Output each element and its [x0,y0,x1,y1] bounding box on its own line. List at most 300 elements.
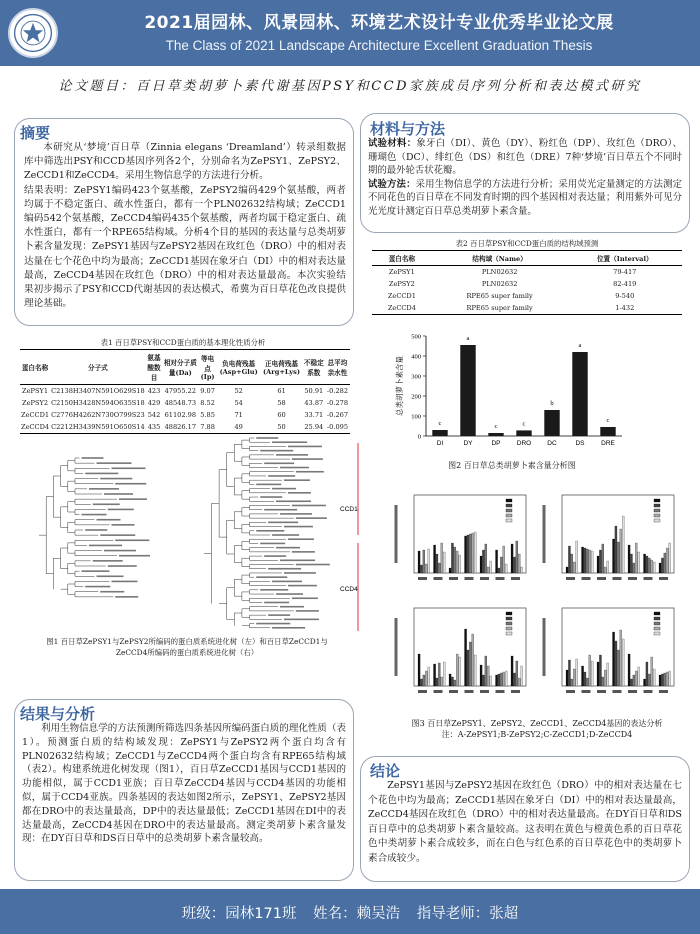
y-tick-label: 500 [411,333,421,341]
bar [544,410,559,436]
table2-header: 位置（Interval） [596,255,653,263]
expression-bar [589,655,591,686]
abstract-paragraph-2: 结果表明：ZePSY1编码423个氨基酸，ZePSY2编码429个氨基酸，两者均属于不稳定蛋白、疏水性蛋白，都有一个PLN02632结构域；ZeCCD1编码542个氨基酸，ZeCCD4编码435个氨基酸，两者均属于稳定蛋白、疏水性蛋白，都有一个RPE65结构域。分析4个目的基因的表达量与总类胡萝卜素含量发现：ZePSY1基因与ZePSY2基因在玫红色（DRO）中的相对表达量在七个花色中均为最高；ZeCCD1基因在象牙白（DI）中的相对表达量最高，ZeCCD4基因在玫红色（DRO）中的相对表达量最高。本次实验结果初步揭示了PSY和CCD代谢基因的表达模式，希冀为百日草花色改良提供理论基础。 [24,184,346,310]
tree-leaf-label [85,586,110,588]
tree-leaf-label [115,539,149,541]
table1-cell: 50.91 [304,387,324,395]
results-paragraph: 利用生物信息学的方法预测所筛选四条基因所编码蛋白质的理化性质（表1）。预测蛋白质的结构域发现：ZePSY1与ZePSY2两个蛋白均含有PLN02632结构域；ZeCCD1与ZeCCD4两个蛋白均含有RPE65结构域（表2）。构建系统进化树发现（图1），百日草ZeCCD1基因与CCD1基因的功能相似，属于CCD1亚族；百日草ZeCCD4基因与CCD4基因的功能相似，属于CCD4亚族。四条基因的表达如图2所示，ZePSY1、ZePSY2基因都在DRO中的表达量最高，DP中的表达量最低；ZeCCD1基因在DI中的表达量最高，ZeCCD4基因在DRO中的表达量最高。测定类胡萝卜素含量发现：在DY百日草和DS百日草中的总类胡萝卜素含量较高。 [22,723,346,845]
tree-leaf-label [100,534,135,536]
expression-bar [669,543,671,573]
expression-bar [420,565,422,573]
expression-bar [443,662,445,686]
expression-bar [434,664,436,686]
exhibition-title: 2021届园林、风景园林、环境艺术设计专业优秀毕业论文展 [144,13,614,33]
legend-swatch [654,504,660,507]
table1-cell: 61 [277,387,286,395]
expression-bar [646,556,648,573]
tree-leaf-label [260,496,282,498]
legend-swatch [506,627,512,630]
tree-leaf-label [89,488,119,490]
panel-x-tick [434,690,443,693]
expression-bar [500,673,502,686]
university-logo [8,8,58,58]
expression-bar [568,546,570,573]
expression-bar [438,663,440,686]
expression-bar [599,550,601,573]
expression-bar [664,553,666,573]
expression-bar [586,549,588,573]
tree-leaf-label [296,471,324,473]
table1-cell: 48826.17 [164,423,197,431]
expression-bar [607,561,609,573]
table1-cell: ZePSY2 [22,399,49,407]
method-text: 采用生物信息学的方法进行分析；采用荧光定量测定的方法测定不同花色的百日草在不同发育时期的四个基因相对表达量；利用紫外可见分光光度计测定百日草总类胡萝卜素含量。 [368,178,682,217]
tree-leaf-label [276,547,300,549]
tree-leaf-label [119,555,150,557]
expression-bar [664,673,666,686]
tree-leaf-label [276,454,308,456]
footer-advisor: 指导老师：张超 [416,906,519,922]
bar [460,345,475,436]
y-tick-label: 400 [411,353,421,361]
expression-bar [465,536,467,573]
expression-bar [490,676,492,686]
materials-text: 象牙白（DI）、黄色（DY）、粉红色（DP）、玫红色（DRO）、珊瑚色（DC）、绯红色（DS）和红色（DRE）7种‘梦境’百日草五个不同时期的最外轮舌状花瓣。 [368,138,682,177]
tree-leaf-label [288,492,311,494]
expression-bar [496,550,498,573]
significance-label: b [550,400,554,407]
tree-leaf-label [272,441,307,443]
legend-swatch [506,617,512,620]
expression-bar [653,562,655,573]
expression-bar [521,567,523,573]
expression-bar [436,678,438,686]
table1-header: 相对分子质量(Da) [163,359,197,377]
category-label: DC [547,440,557,447]
expression-bar [584,672,586,686]
tree-leaf-label [284,572,316,574]
legend-swatch [654,617,660,620]
expression-bar [467,650,469,686]
expression-bar [500,557,502,573]
footer-info [0,902,700,923]
expression-bar [487,666,489,686]
expression-bar [454,547,456,573]
tree-leaf-label [85,529,107,531]
expression-bar [511,656,513,686]
significance-label: a [466,335,470,342]
fig3-caption-line2: 注：A-ZePSY1;B-ZePSY2;C-ZeCCD1;D-ZeCCD4 [441,730,633,739]
table1-cell: C2150H3428N594O635S18 [51,399,145,407]
expression-bar [599,655,601,686]
table1-cell: -0.278 [326,399,349,407]
tree-leaf-label [256,437,278,439]
panel-x-tick [449,690,458,693]
y-tick-label: 200 [411,393,421,401]
table1-cell: 71 [234,411,243,419]
legend-swatch [654,499,660,502]
tree-leaf-label [93,560,123,562]
tree-leaf-label [276,593,303,595]
panel-x-tick [628,577,637,580]
category-label: DRE [601,440,615,447]
conclusion-heading: 结论 [370,762,401,780]
tree-leaf-label [85,473,118,475]
expression-bar [505,671,507,686]
expression-bar [469,642,471,686]
panel-x-tick [613,577,622,580]
panel-x-tick [449,577,458,580]
fig3-caption-line1: 图3 百日草ZePSY1、ZePSY2、ZeCCD1、ZeCCD4基因的表达分析 [411,719,663,728]
expression-bar [485,544,487,573]
tree-leaf-label [268,522,298,524]
table1-row [20,397,350,409]
expression-bar [620,630,622,686]
expression-bar [591,551,593,573]
expression-bar [633,675,635,686]
legend-swatch [654,519,660,522]
tree-leaf-label [288,446,322,448]
table2-cell: 9-540 [615,292,635,300]
table2-cell: PLN02632 [481,268,518,276]
expression-bar [425,671,427,686]
expression-bar [644,554,646,573]
table1-header: 正电荷残基(Arg+Lys) [263,360,300,376]
panel-x-tick [644,690,653,693]
table1-cell: 25.94 [304,423,324,431]
table1-cell: ZeCCD4 [21,423,50,431]
expression-bar [659,563,661,573]
y-tick-label: 100 [411,413,421,421]
table1-header: 氨基酸数目 [147,354,161,382]
expression-bar [438,563,440,573]
bar [600,427,615,436]
ccd-phylogenetic-tree [200,435,365,635]
expression-bar [496,675,498,686]
panel-x-tick [597,690,606,693]
expression-bar [423,550,425,573]
expression-bar [666,672,668,686]
expression-bar [513,557,515,573]
methods-method [368,178,682,219]
expression-bar [498,568,500,573]
table1-cell: ZeCCD1 [21,411,50,419]
legend-swatch [506,504,512,507]
bar [488,433,503,436]
significance-label: c [494,423,498,430]
panel-x-tick [566,690,575,693]
expression-bar [518,678,520,686]
tree-leaf-label [89,545,122,547]
tree-leaf-label [115,483,146,485]
table1-header: 分子式 [87,364,108,372]
tree-leaf-label [264,602,289,604]
tree-leaf-label [264,555,286,557]
significance-label: c [522,420,526,428]
table1-row [20,409,350,421]
table2-cell: 1-432 [615,304,635,312]
table2-header: 结构域（Name） [472,255,527,263]
expression-bar [443,552,445,573]
expression-bar [449,568,451,573]
table1-cell: 47955.22 [164,387,197,395]
tree-leaf-label [119,498,147,500]
expression-bar [503,672,505,686]
expression-bar [648,674,650,686]
table1 [20,349,350,434]
methods-text [368,137,682,219]
table1-cell: 50 [277,423,286,431]
table1-cell: 54 [234,399,243,407]
tree-leaf-label [296,517,327,519]
expression-bar [602,544,604,573]
materials-label: 试验材料： [368,138,417,149]
tree-leaf-label [256,576,287,578]
expression-bar [451,677,453,686]
table2-row [372,278,682,290]
tree-leaf-label [82,570,110,572]
expression-bar [638,667,640,686]
expression-bar [456,551,458,573]
expression-bar [597,662,599,686]
expression-bar [669,671,671,686]
tree-leaf-label [264,463,294,465]
expression-bar [441,677,443,686]
tree-leaf-label [268,568,301,570]
category-label: DS [575,440,585,447]
legend-swatch [506,509,512,512]
expression-bar [613,539,615,573]
expression-bar [633,563,635,573]
expression-bar [602,677,604,686]
tree-leaf-label [260,543,285,545]
significance-label: a [578,342,582,349]
table2-cell: ZeCCD1 [387,292,416,300]
expression-bar [518,554,520,573]
expression-bar [651,560,653,573]
expression-bar [628,654,630,686]
expression-bar [505,564,507,573]
panel-x-tick [465,577,474,580]
expression-bar [622,639,624,686]
legend-swatch [654,627,660,630]
tree-leaf-label [260,450,293,452]
expression-panel-ccd1 [392,600,532,710]
tree-leaf-label [264,509,297,511]
tree-leaf-label [112,467,146,469]
tree-leaf-label [272,627,305,629]
abstract-paragraph-1: 本研究从‘梦境’百日草（Zinnia elegans ‘Dreamland’）转录组数据库中筛选出PSY和CCD基因序列各2个，分别命名为ZePSY1、ZePSY2、ZeCCD1和ZeCCD4。采用生物信息学的方法进行分析。 [24,142,346,182]
tree-leaf-label [272,488,296,490]
expression-bar [566,567,568,573]
header-banner [0,0,700,66]
tree-leaf-label [296,610,319,612]
expression-bar [582,666,584,686]
expression-bar [615,526,617,573]
table1-cell: ZePSY1 [22,387,49,395]
tree-leaf-label [284,526,313,528]
legend-swatch [506,612,512,615]
legend-swatch [506,622,512,625]
expression-bar [513,673,515,686]
footer-class: 班级：园林171班 [181,906,297,922]
table2-grid [372,250,682,315]
tree-leaf-label [296,564,330,566]
table2-cell: RPE65 super family [466,292,533,300]
exhibition-subtitle: The Class of 2021 Landscape Architecture Excellent Graduation Thesis [165,38,593,53]
panel-x-tick [418,690,427,693]
expression-bar [456,654,458,686]
tree-leaf-label [292,458,323,460]
table1-header: 总平均亲水性 [327,359,348,377]
expression-bar [482,550,484,573]
table2-header: 蛋白名称 [388,255,416,263]
table1-caption: 表1 百日草PSY和CCD蛋白质的基本理化性质分析 [100,338,266,347]
expression-bar [576,541,578,573]
category-label: DY [463,440,473,447]
panel-x-tick [511,690,520,693]
table1-cell: 60 [277,411,286,419]
results-text [22,722,346,846]
table1-cell: 7.88 [200,423,215,431]
table1-header: 等电点(Ip) [200,355,215,381]
panel-x-tick [511,577,520,580]
legend-swatch [506,632,512,635]
table1-row [20,421,350,434]
table1-cell: C2776H4262N730O799S23 [51,411,145,419]
tree-leaf-label [100,478,132,480]
expression-bar [441,543,443,573]
expression-bar [428,667,430,686]
expression-bar [516,661,518,686]
tree-leaf-label [292,597,318,599]
expression-bar [573,562,575,573]
expression-bar [423,675,425,686]
table1-cell: 49 [234,423,243,431]
expression-bar [568,660,570,686]
expression-bar [485,656,487,686]
y-axis-label: 总类胡萝卜素含量 [395,356,404,416]
expression-bar [628,545,630,573]
tree-leaf-label [82,457,104,459]
method-label: 试验方法： [368,178,416,190]
expression-bar [661,674,663,686]
expression-bar [604,670,606,686]
expression-panel-psy1 [392,487,532,597]
table1-grid [20,349,350,434]
expression-bar [622,516,624,573]
tree-leaf-label [268,475,295,477]
expression-bar [472,634,474,686]
expression-bar [651,657,653,686]
table1-cell: C2212H3439N591O650S14 [51,423,145,431]
expression-bar [469,534,471,573]
tree-leaf-label [108,565,137,567]
legend-swatch [506,514,512,517]
tree-leaf-label [104,550,136,552]
panel-x-tick [628,690,637,693]
expression-bar [646,662,648,686]
tree-leaf-label [112,524,135,526]
expression-bar [571,679,573,686]
conclusion-paragraph: ZePSY1基因与ZePSY2基因在玫红色（DRO）中的相对表达量在七个花色中均为最高；ZeCCD1基因在象牙白（DI）中的相对表达量最高，ZeCCD4基因在玫红色（DRO）中的相对表达量最高。在DY百日草和DS百日草中的总类胡萝卜素含量较高。这表明在黄色与橙黄色系的百日草花色中类胡萝卜素合成较多，而在白色与红色系的百日草花色中的类胡萝卜素合成较少。 [368,780,682,864]
panel-x-tick [496,577,505,580]
expression-bar [635,543,637,573]
panel-x-tick [465,690,474,693]
panel-x-tick [480,690,489,693]
legend-swatch [506,499,512,502]
table2-row [372,290,682,302]
conclusion-text [368,779,682,867]
category-label: DI [436,440,444,447]
panel-x-tick [659,577,668,580]
expression-bar [576,659,578,686]
table1-cell: 8.52 [200,399,215,407]
tree-leaf-label [115,596,138,598]
expression-bar [487,567,489,573]
table1-header: 负电荷残基(Asp+Glu) [219,360,258,376]
tree-leaf-label [272,534,299,536]
panel-x-tick [418,577,427,580]
legend-swatch [654,632,660,635]
table2 [372,250,682,315]
expression-bar [582,547,584,573]
table1-cell: 429 [147,399,161,407]
table2-cell: 82-419 [613,280,637,288]
psy-phylogenetic-tree [28,455,188,605]
expression-bar [436,554,438,573]
results-heading: 结果与分析 [20,705,96,723]
legend-swatch [654,612,660,615]
table2-row [372,302,682,315]
expression-bar [615,641,617,686]
legend-swatch [654,514,660,517]
bar [516,430,531,436]
expression-bar [571,554,573,573]
table2-row [372,266,682,279]
expression-bar [425,564,427,573]
expression-bar [474,532,476,573]
panel-x-tick [496,690,505,693]
panel-x-tick [582,577,591,580]
panel-x-tick [480,577,489,580]
significance-label: c [438,420,442,427]
expression-bar [607,663,609,686]
tree-leaf-label [97,519,121,521]
expression-bar [630,554,632,573]
expression-bar [584,548,586,573]
abstract-text [24,141,346,311]
table1-cell: 33.71 [304,411,324,419]
expression-bar [566,670,568,686]
table1-cell: 48548.73 [164,399,197,407]
significance-label: c [606,417,610,424]
expression-bar [521,666,523,686]
expression-bar [434,545,436,573]
table2-caption: 表2 百日草PSY和CCD蛋白质的结构域预测 [455,239,599,248]
table1-cell: 61102.98 [164,411,197,419]
fig1-caption: 图1 百日草ZePSY1与ZePSY2所编码的蛋白质系统进化树（左）和百日草ZeCCD1与ZeCCD4所编码的蛋白质系统进化树（右） [46,637,328,657]
table2-cell: ZePSY1 [388,268,415,276]
expression-bar [635,671,637,686]
expression-bar [449,674,451,686]
tree-leaf-label [100,591,124,593]
panel-x-tick [434,577,443,580]
expression-bar [474,655,476,686]
expression-bar [428,549,430,573]
expression-bar [516,541,518,573]
expression-bar [589,550,591,573]
